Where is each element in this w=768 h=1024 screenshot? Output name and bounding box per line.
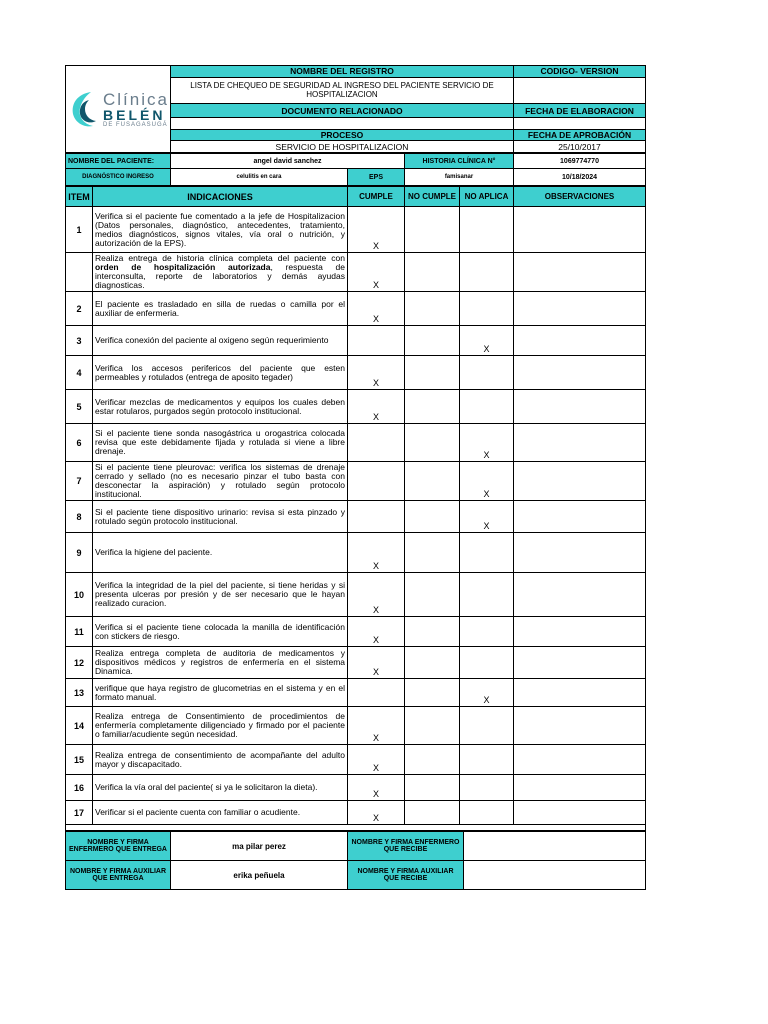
table-row xyxy=(66,617,646,647)
eps-label: EPS xyxy=(348,169,405,186)
cumple-cell[interactable]: X xyxy=(348,253,405,292)
no-cumple-cell[interactable] xyxy=(405,326,460,356)
no-aplica-cell[interactable] xyxy=(460,573,514,617)
no-cumple-cell[interactable] xyxy=(405,207,460,253)
cumple-cell[interactable]: X xyxy=(348,207,405,253)
table-row xyxy=(66,326,646,356)
cumple-cell[interactable] xyxy=(348,462,405,501)
item-indicacion: Verifica los accesos perifericos del paciente que esten permeables y rotulados (entrega de aposito tegader) xyxy=(93,356,348,390)
col-observaciones-header: OBSERVACIONES xyxy=(514,187,646,207)
table-row xyxy=(66,801,646,825)
cumple-cell[interactable]: X xyxy=(348,617,405,647)
observaciones-cell[interactable] xyxy=(514,573,646,617)
observaciones-cell[interactable] xyxy=(514,424,646,462)
no-cumple-cell[interactable] xyxy=(405,707,460,745)
item-number: 4 xyxy=(66,356,93,390)
item-indicacion xyxy=(93,253,348,292)
table-row xyxy=(66,253,646,292)
no-cumple-cell[interactable] xyxy=(405,356,460,390)
cumple-cell[interactable] xyxy=(348,501,405,533)
documento-relacionado-value xyxy=(171,118,514,130)
no-aplica-cell[interactable]: X xyxy=(460,679,514,707)
clinic-logo xyxy=(66,66,171,153)
items-header-row xyxy=(66,187,646,207)
no-cumple-cell[interactable] xyxy=(405,647,460,679)
no-cumple-cell[interactable] xyxy=(405,775,460,801)
item-number: 13 xyxy=(66,679,93,707)
item-indicacion: Si el paciente tiene sonda nasogástrica u orogastrica colocada revisa que este debidamente fijada y rotulada si viene a libre drenaje. xyxy=(93,424,348,462)
patient-table xyxy=(65,153,646,186)
no-aplica-cell[interactable] xyxy=(460,775,514,801)
fecha-elaboracion-value xyxy=(514,118,646,130)
no-aplica-cell[interactable]: X xyxy=(460,424,514,462)
indicacion-text-pre: Realiza entrega de historia clínica completa del paciente con xyxy=(95,253,345,263)
logo-line1: Clínica xyxy=(103,89,169,109)
table-row xyxy=(66,501,646,533)
cumple-cell[interactable]: X xyxy=(348,801,405,825)
item-number: 14 xyxy=(66,707,93,745)
no-aplica-cell[interactable] xyxy=(460,356,514,390)
signatures-table xyxy=(65,831,646,890)
item-indicacion: Verifica si el paciente tiene colocada la manilla de identificación con stickers de riesgo. xyxy=(93,617,348,647)
item-indicacion: Si el paciente tiene pleurovac: verifica los sistemas de drenaje cerrado y sellado (no es necesario pinzar el tubo basta con desconectar la aspiración) y rotulado según protocolo institucional. xyxy=(93,462,348,501)
no-aplica-cell[interactable] xyxy=(460,292,514,326)
table-row xyxy=(66,533,646,573)
item-number: 16 xyxy=(66,775,93,801)
no-cumple-cell[interactable] xyxy=(405,679,460,707)
observaciones-cell[interactable] xyxy=(514,647,646,679)
item-number: 12 xyxy=(66,647,93,679)
table-row xyxy=(66,207,646,253)
eps-value: famisanar xyxy=(405,169,514,186)
no-aplica-cell[interactable] xyxy=(460,647,514,679)
observaciones-cell[interactable] xyxy=(514,533,646,573)
no-cumple-cell[interactable] xyxy=(405,292,460,326)
registro-titulo: LISTA DE CHEQUEO DE SEGURIDAD AL INGRESO DEL PACIENTE SERVICIO DE HOSPITALIZACION xyxy=(171,77,514,104)
cumple-cell[interactable]: X xyxy=(348,707,405,745)
col-no-cumple-header: NO CUMPLE xyxy=(405,187,460,207)
logo-line3: DE FUSAGASUGÁ xyxy=(103,121,168,128)
item-indicacion: Verifica la vía oral del paciente( si ya le solicitaron la dieta). xyxy=(93,775,348,801)
spacer-row xyxy=(66,825,646,831)
observaciones-cell[interactable] xyxy=(514,462,646,501)
nombre-registro-label: NOMBRE DEL REGISTRO xyxy=(171,66,514,78)
observaciones-cell[interactable] xyxy=(514,679,646,707)
historia-clinica-label: HISTORIA CLÍNICA N° xyxy=(405,154,514,169)
logo-line2: BELÉN xyxy=(103,106,166,123)
observaciones-cell[interactable] xyxy=(514,745,646,775)
no-aplica-cell[interactable] xyxy=(460,253,514,292)
no-aplica-cell[interactable]: X xyxy=(460,326,514,356)
aux-recibe-value[interactable] xyxy=(464,861,646,890)
cumple-cell[interactable]: X xyxy=(348,647,405,679)
col-indicaciones-header: INDICACIONES xyxy=(93,187,348,207)
observaciones-cell[interactable] xyxy=(514,617,646,647)
proceso-value: SERVICIO DE HOSPITALIZACION xyxy=(171,141,514,153)
item-indicacion: Verificar mezclas de medicamentos y equipos los cuales deben estar rotularos, purgados según protocolo institucional. xyxy=(93,390,348,424)
item-indicacion: Realiza entrega de consentimiento de acompañante del adulto mayor y discapacitado. xyxy=(93,745,348,775)
no-cumple-cell[interactable] xyxy=(405,745,460,775)
indicacion-text-bold: orden de hospitalización autorizada xyxy=(95,262,271,272)
fecha-aprobacion-value: 25/10/2017 xyxy=(514,141,646,153)
col-no-aplica-header: NO APLICA xyxy=(460,187,514,207)
item-number: 5 xyxy=(66,390,93,424)
no-cumple-cell[interactable] xyxy=(405,533,460,573)
fecha-elaboracion-label: FECHA DE ELABORACION xyxy=(514,104,646,118)
enf-entrega-value[interactable]: ma pilar perez xyxy=(171,832,348,861)
indicacion-text-post: , respuesta de interconsulta, reporte de laboratorios y demás ayudas diagnosticas. xyxy=(95,262,345,290)
table-row xyxy=(66,745,646,775)
item-number: 17 xyxy=(66,801,93,825)
documento-relacionado-label: DOCUMENTO RELACIONADO xyxy=(171,104,514,118)
cumple-cell[interactable]: X xyxy=(348,390,405,424)
observaciones-cell[interactable] xyxy=(514,356,646,390)
fecha-value: 10/18/2024 xyxy=(514,169,646,186)
cumple-cell[interactable]: X xyxy=(348,775,405,801)
item-number: 6 xyxy=(66,424,93,462)
observaciones-cell[interactable] xyxy=(514,501,646,533)
item-number: 10 xyxy=(66,573,93,617)
observaciones-cell[interactable] xyxy=(514,253,646,292)
item-number xyxy=(66,253,93,292)
table-row xyxy=(66,424,646,462)
diagnostico-label: DIAGNÓSTICO INGRESO xyxy=(66,169,171,186)
no-cumple-cell[interactable] xyxy=(405,253,460,292)
table-row xyxy=(66,775,646,801)
cumple-cell[interactable]: X xyxy=(348,745,405,775)
cumple-cell[interactable]: X xyxy=(348,533,405,573)
table-row xyxy=(66,390,646,424)
fecha-aprobacion-label: FECHA DE APROBACIÓN xyxy=(514,129,646,141)
no-cumple-cell[interactable] xyxy=(405,462,460,501)
item-number: 9 xyxy=(66,533,93,573)
observaciones-cell[interactable] xyxy=(514,801,646,825)
proceso-label: PROCESO xyxy=(171,129,514,141)
table-row xyxy=(66,356,646,390)
no-cumple-cell[interactable] xyxy=(405,617,460,647)
aux-recibe-label: NOMBRE Y FIRMA AUXILIAR QUE RECIBE xyxy=(348,861,464,890)
item-indicacion: Verifica la integridad de la piel del paciente, si tiene heridas y si presenta ulceras por presión y de ser necesario que le hayan realizado curacion. xyxy=(93,573,348,617)
no-aplica-cell[interactable]: X xyxy=(460,501,514,533)
table-row xyxy=(66,707,646,745)
aux-entrega-value[interactable]: erika peñuela xyxy=(171,861,348,890)
item-number: 7 xyxy=(66,462,93,501)
item-indicacion: Verifica la higiene del paciente. xyxy=(93,533,348,573)
col-cumple-header: CUMPLE xyxy=(348,187,405,207)
item-indicacion: Verifica si el paciente fue comentado a la jefe de Hospitalizacion (Datos personales, diagnóstico, antecedentes, tratamiento, medios diagnósticos, signos vitales, vía oral o nutrición, y autorización de la EPS). xyxy=(93,207,348,253)
no-cumple-cell[interactable] xyxy=(405,501,460,533)
item-indicacion: Verificar si el paciente cuenta con familiar o acudiente. xyxy=(93,801,348,825)
no-cumple-cell[interactable] xyxy=(405,573,460,617)
cumple-cell[interactable] xyxy=(348,326,405,356)
no-cumple-cell[interactable] xyxy=(405,424,460,462)
table-row xyxy=(66,647,646,679)
item-indicacion: Realiza entrega completa de auditoria de medicamentos y dispositivos médicos y registros de enfermería en el sistema Dinamica. xyxy=(93,647,348,679)
no-aplica-cell[interactable] xyxy=(460,745,514,775)
item-indicacion: Verifica conexión del paciente al oxigeno según requerimiento xyxy=(93,326,348,356)
no-aplica-cell[interactable] xyxy=(460,617,514,647)
nombre-paciente-label: NOMBRE DEL PACIENTE: xyxy=(66,154,171,169)
item-number: 3 xyxy=(66,326,93,356)
table-row xyxy=(66,462,646,501)
diagnostico-value: celulitis en cara xyxy=(171,169,348,186)
item-indicacion: Si el paciente tiene dispositivo urinario: revisa si esta pinzado y rotulado según protocolo institucional. xyxy=(93,501,348,533)
no-cumple-cell[interactable] xyxy=(405,801,460,825)
no-cumple-cell[interactable] xyxy=(405,390,460,424)
no-aplica-cell[interactable]: X xyxy=(460,462,514,501)
codigo-version-value xyxy=(514,77,646,104)
logo-emblem-icon xyxy=(69,88,99,130)
observaciones-cell[interactable] xyxy=(514,207,646,253)
item-number: 1 xyxy=(66,207,93,253)
item-number: 11 xyxy=(66,617,93,647)
header-table xyxy=(65,65,646,153)
no-aplica-cell[interactable] xyxy=(460,707,514,745)
table-row xyxy=(66,573,646,617)
item-number: 15 xyxy=(66,745,93,775)
no-aplica-cell[interactable] xyxy=(460,533,514,573)
observaciones-cell[interactable] xyxy=(514,390,646,424)
no-aplica-cell[interactable] xyxy=(460,390,514,424)
item-indicacion: Realiza entrega de Consentimiento de procedimientos de enfermería completamente diligenciado y firmado por el paciente o familiar/acudiente según necesidad. xyxy=(93,707,348,745)
item-number: 8 xyxy=(66,501,93,533)
cumple-cell[interactable]: X xyxy=(348,356,405,390)
observaciones-cell[interactable] xyxy=(514,775,646,801)
item-number: 2 xyxy=(66,292,93,326)
nombre-paciente-value: angel david sanchez xyxy=(171,154,405,169)
cumple-cell[interactable]: X xyxy=(348,573,405,617)
observaciones-cell[interactable] xyxy=(514,292,646,326)
table-row xyxy=(66,679,646,707)
item-indicacion: verifique que haya registro de glucometrias en el sistema y en el formato manual. xyxy=(93,679,348,707)
enf-recibe-label: NOMBRE Y FIRMA ENFERMERO QUE RECIBE xyxy=(348,832,464,861)
col-item-header: ITEM xyxy=(66,187,93,207)
table-row xyxy=(66,292,646,326)
enf-recibe-value[interactable] xyxy=(464,832,646,861)
aux-entrega-label: NOMBRE Y FIRMA AUXILIAR QUE ENTREGA xyxy=(66,861,171,890)
no-aplica-cell[interactable] xyxy=(460,801,514,825)
codigo-version-label: CODIGO- VERSION xyxy=(514,66,646,78)
observaciones-cell[interactable] xyxy=(514,326,646,356)
cumple-cell[interactable] xyxy=(348,424,405,462)
cumple-cell[interactable] xyxy=(348,679,405,707)
observaciones-cell[interactable] xyxy=(514,707,646,745)
items-table xyxy=(65,186,646,831)
cumple-cell[interactable]: X xyxy=(348,292,405,326)
historia-clinica-value: 1069774770 xyxy=(514,154,646,169)
enf-entrega-label: NOMBRE Y FIRMA ENFERMERO QUE ENTREGA xyxy=(66,832,171,861)
checklist-sheet xyxy=(65,65,645,890)
item-indicacion: El paciente es trasladado en silla de ruedas o camilla por el auxiliar de enfermeria. xyxy=(93,292,348,326)
no-aplica-cell[interactable] xyxy=(460,207,514,253)
